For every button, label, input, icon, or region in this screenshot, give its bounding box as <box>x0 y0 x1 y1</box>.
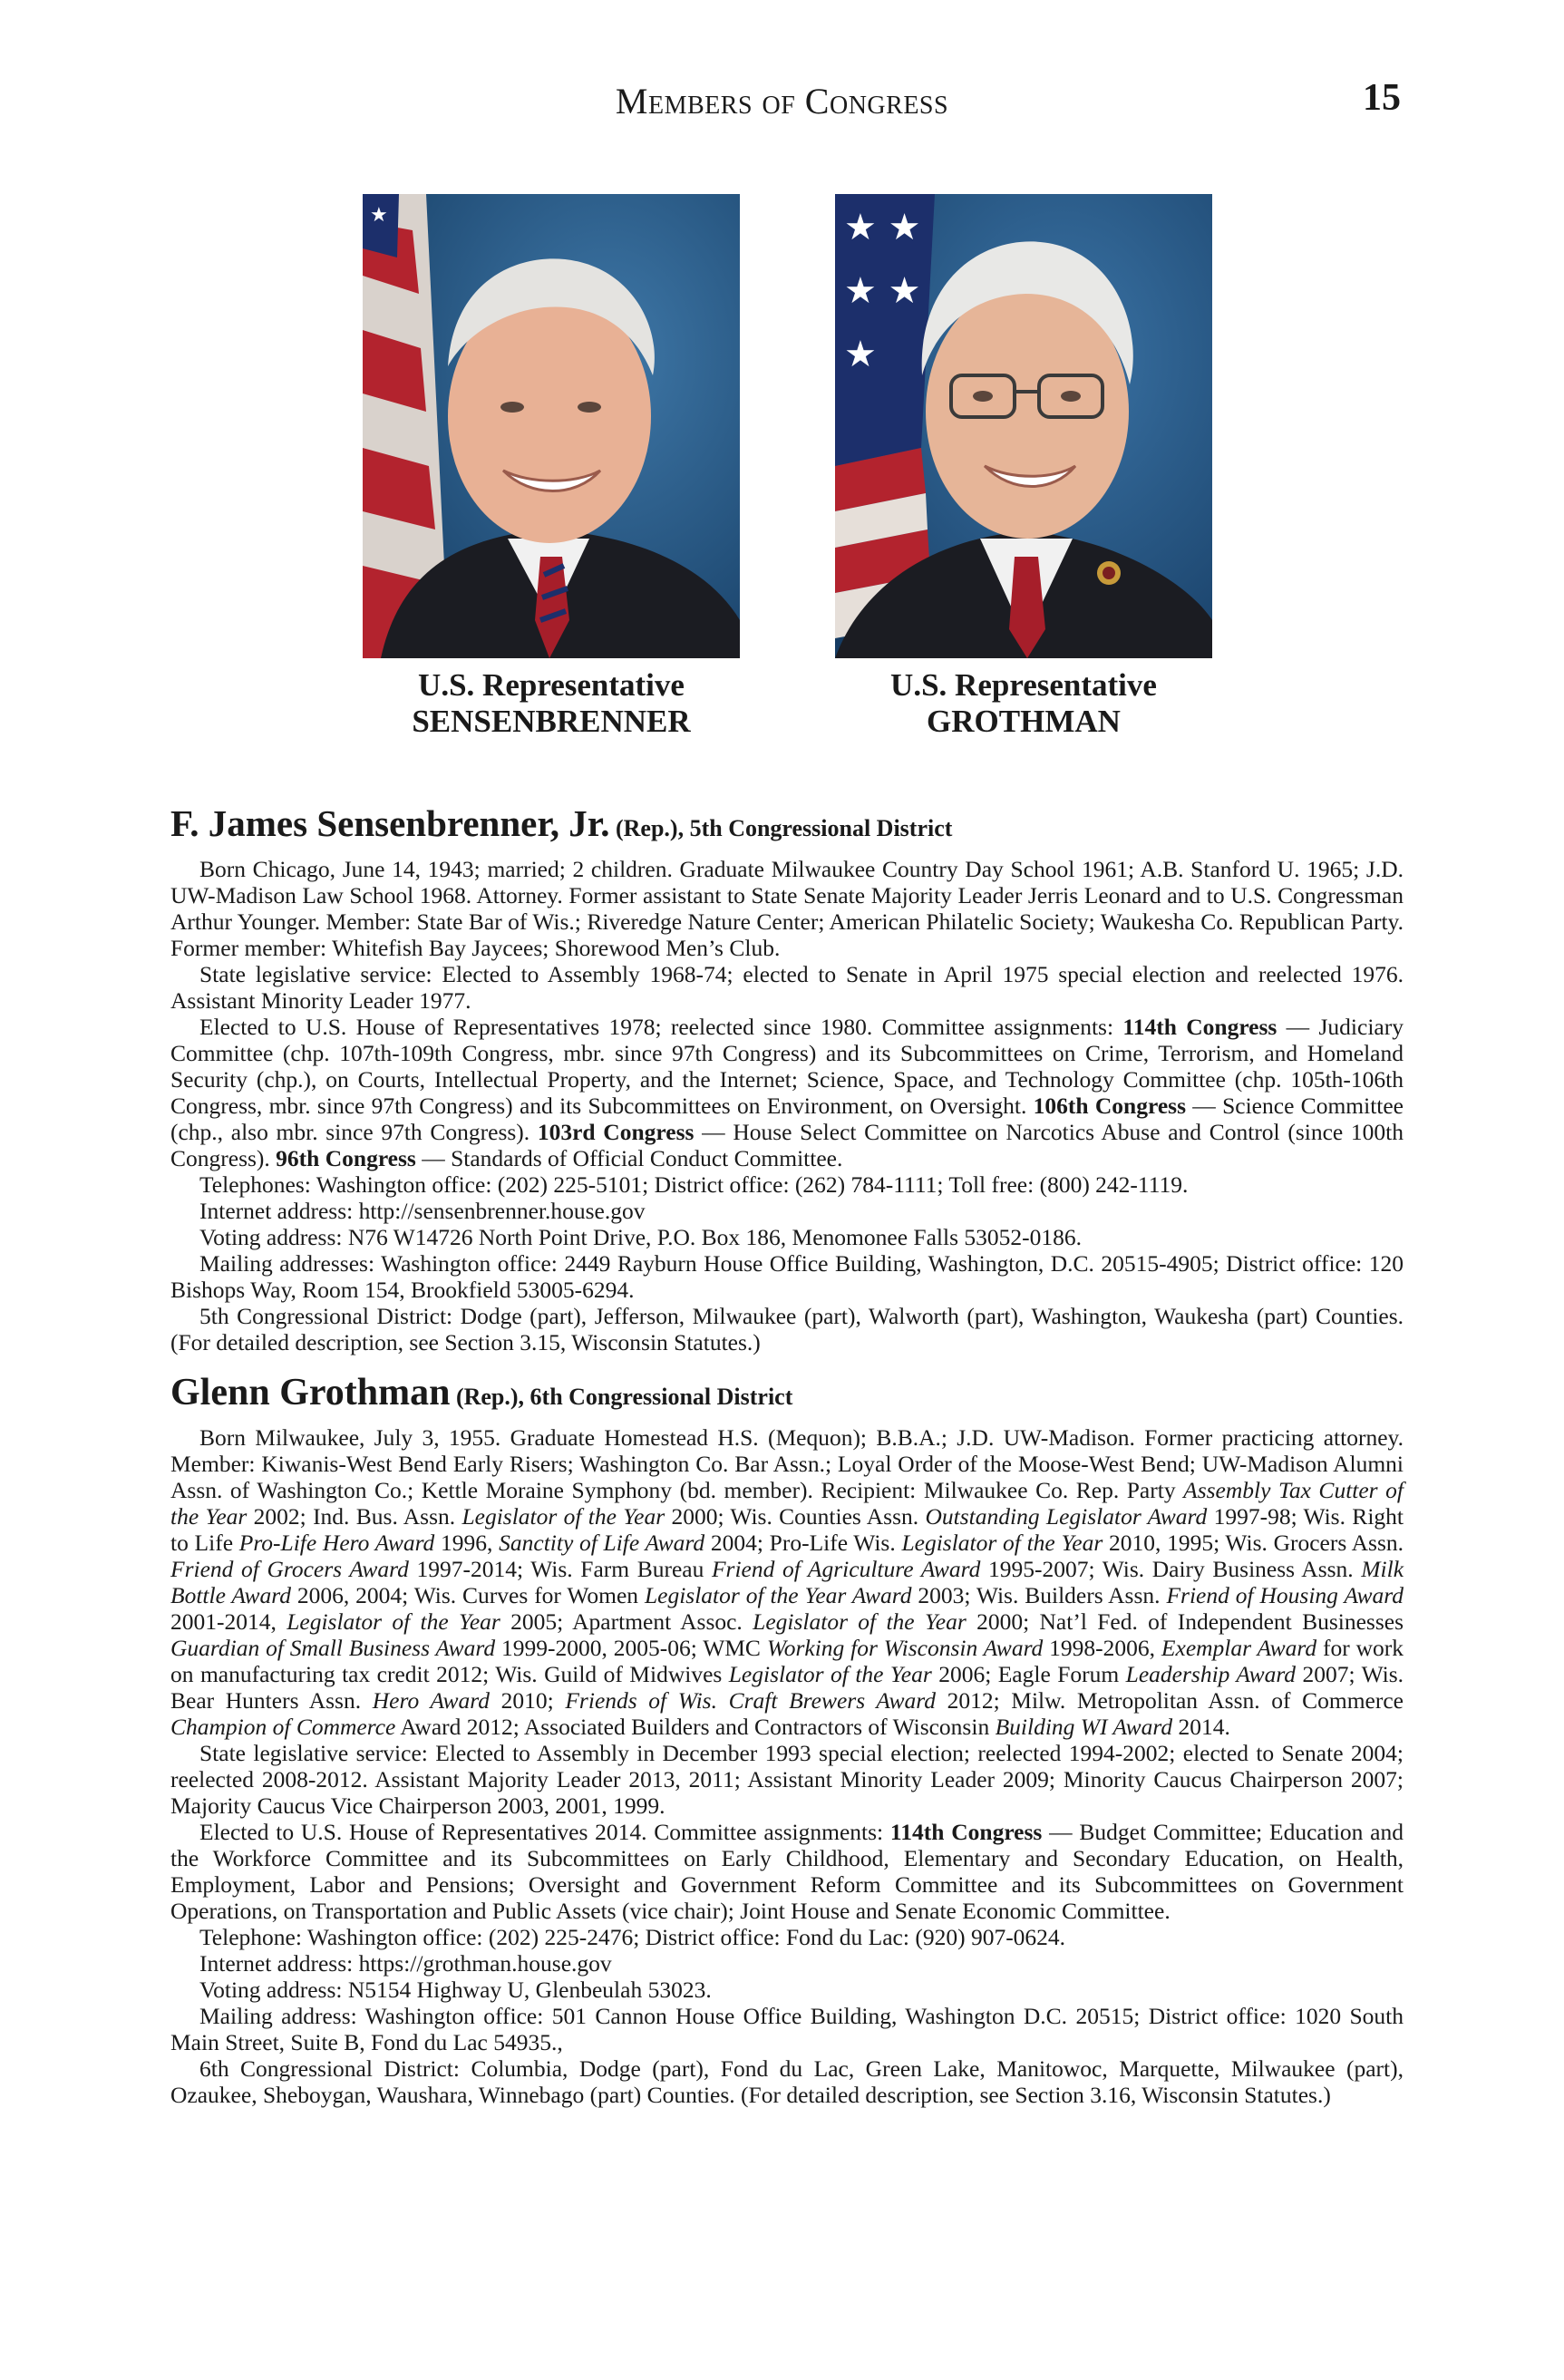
portrait-caption-sensenbrenner <box>316 667 787 740</box>
bio-text <box>170 856 1404 1355</box>
bio-paragraph: Internet address: https://grothman.house.gov <box>199 1950 612 1977</box>
party-label: (Rep.), <box>450 1384 525 1410</box>
biography-grothman <box>170 1369 1404 2108</box>
bio-paragraph: Telephones: Washington office: (202) 225-5101; District office: (262) 784-1111; Toll free: (800) 242-1119. <box>199 1171 1189 1198</box>
bio-paragraph: Born Chicago, June 14, 1943; married; 2 children. Graduate Milwaukee Country Day School 1961; A.B. Stanford U. 1965; J.D. UW-Madison Law School 1968. Attorney. Former assistant to State Senate Majority Leader Jerris Leonard and to U.S. Congressman Arthur Younger. Member: State Bar of Wis.; Riveredge Nature Center; American Philatelic Society; Waukesha Co. Republican Party. Former member: Whitefish Bay Jaycees; Shorewood Men’s Club. <box>170 856 1404 961</box>
member-name: Glenn Grothman <box>170 1372 451 1413</box>
caption-title: U.S. Representative <box>890 667 1157 703</box>
bio-paragraph: Mailing address: Washington office: 501 Cannon House Office Building, Washington D.C. 20515; District office: 1020 South Main Street, Suite B, Fond du Lac 54935., <box>170 2003 1404 2055</box>
portrait-photo-sensenbrenner <box>363 194 740 658</box>
portrait-image-sensenbrenner <box>363 194 740 658</box>
svg-text:★ ★: ★ ★ <box>844 207 921 248</box>
bio-paragraph: Voting address: N76 W14726 North Point Drive, P.O. Box 186, Menomonee Falls 53052-0186. <box>199 1224 1082 1250</box>
party-label: (Rep.), <box>609 815 685 841</box>
bio-paragraph: Born Milwaukee, July 3, 1955. Graduate Homestead H.S. (Mequon); B.B.A.; J.D. UW-Madison. Former practicing attorney. Member: Kiwanis-West Bend Early Risers; Washington Co. Bar Assn.; Loyal Order of the Moose-West Bend; UW-Madison Alumni Assn. of Washington Co.; Kettle Moraine Symphony (bd. member). Recipient: Milwaukee Co. Rep. Party Assembly Tax Cutter of the Year 2002; Ind. Bus. Assn. Legislator of the Year 2000; Wis. Counties Assn. Outstanding Legislator Award 1997-98; Wis. Right to Life Pro-Life Hero Award 1996, Sanctity of Life Award 2004; Pro-Life Wis. Legislator of the Year 2010, 1995; Wis. Grocers Assn. Friend of Grocers Award 1997-2014; Wis. Farm Bureau Friend of Agriculture Award 1995-2007; Wis. Dairy Business Assn. Milk Bottle Award 2006, 2004; Wis. Curves for Women Legislator of the Year Award 2003; Wis. Builders Assn. Friend of Housing Award 2001-2014, Legislator of the Year 2005; Apartment Assoc. Legislator of the Year 2000; Nat’l Fed. of Independent Businesses Guardian of Small Business Award 1999-2000, 2005-06; WMC Working for Wisconsin Award 1998-2006, Exemplar Award for work on manufacturing tax credit 2012; Wis. Guild of Midwives Legislator of the Year 2006; Eagle Forum Leadership Award 2007; Wis. Bear Hunters Assn. Hero Award 2010; Friends of Wis. Craft Brewers Award 2012; Milw. Metropolitan Assn. of Commerce Champion of Commerce Award 2012; Associated Builders and Contractors of Wisconsin Building WI Award 2014. <box>170 1424 1404 1740</box>
bio-paragraph: 5th Congressional District: Dodge (part), Jefferson, Milwaukee (part), Walworth (part), Washington, Waukesha (part) Counties. (For detailed description, see Section 3.15, Wisconsin Statutes.) <box>170 1303 1404 1355</box>
bio-paragraph: Telephone: Washington office: (202) 225-2476; District office: Fond du Lac: (920) 907-0624. <box>199 1924 1066 1950</box>
running-header: Members of Congress <box>615 81 949 121</box>
caption-name: SENSENBRENNER <box>412 704 691 739</box>
bio-paragraph: Elected to U.S. House of Representatives 1978; reelected since 1980. Committee assignments: 114th Congress — Judiciary Committee (chp. 107th-109th Congress, mbr. since 97th Congress) and its Subcommittees on Crime, Terrorism, and Homeland Security (chp.), on Courts, Intellectual Property, and the Internet; Science, Space, and Technology Committee (chp. 105th-106th Congress, mbr. since 97th Congress) and its Subcommittees on Environment, on Oversight. 106th Congress — Science Committee (chp., also mbr. since 97th Congress). 103rd Congress — House Select Committee on Narcotics Abuse and Control (since 100th Congress). 96th Congress — Standards of Official Conduct Committee. <box>170 1014 1404 1171</box>
bio-paragraph: Elected to U.S. House of Representatives 2014. Committee assignments: 114th Congress — Budget Committee; Education and the Workforce Committee and its Subcommittees on Early Childhood, Elementary and Secondary Education, on Health, Employment, Labor and Pensions; Oversight and Government Reform Committee and its Subcommittees on Government Operations, on Transportation and Public Assets (vice chair); Joint House and Senate Economic Committee. <box>170 1819 1404 1924</box>
page-number: 15 <box>1363 77 1401 119</box>
caption-title: U.S. Representative <box>418 667 685 703</box>
bio-paragraph: State legislative service: Elected to Assembly 1968-74; elected to Senate in April 1975 special election and reelected 1976. Assistant Minority Leader 1977. <box>170 961 1404 1014</box>
district-label: 5th Congressional District <box>684 815 953 841</box>
portrait-photo-grothman <box>835 194 1212 658</box>
bio-text <box>170 1424 1404 2108</box>
member-name: F. James Sensenbrenner, Jr. <box>170 802 610 844</box>
svg-text:★ ★: ★ ★ <box>844 270 921 312</box>
svg-text:★: ★ <box>370 204 388 227</box>
portrait-image-grothman <box>835 194 1212 658</box>
congressional-pin-icon <box>1097 561 1121 585</box>
caption-name: GROTHMAN <box>927 704 1121 739</box>
bio-paragraph: Voting address: N5154 Highway U, Glenbeulah 53023. <box>199 1977 712 2003</box>
entry-heading <box>170 1369 1404 1424</box>
bio-paragraph: Internet address: http://sensenbrenner.house.gov <box>199 1198 646 1224</box>
bio-paragraph: State legislative service: Elected to Assembly in December 1993 special election; reelected 1994-2002; elected to Senate 2004; reelected 2008-2012. Assistant Majority Leader 2013, 2011; Assistant Minority Leader 2009; Minority Caucus Chairperson 2007; Majority Caucus Vice Chairperson 2003, 2001, 1999. <box>170 1740 1404 1819</box>
bio-paragraph: Mailing addresses: Washington office: 2449 Rayburn House Office Building, Washington, D.C. 20515-4905; District office: 120 Bishops Way, Room 154, Brookfield 53005-6294. <box>170 1250 1404 1303</box>
district-label: 6th Congressional District <box>524 1384 793 1410</box>
entry-heading <box>170 800 1404 856</box>
bio-paragraph: 6th Congressional District: Columbia, Dodge (part), Fond du Lac, Green Lake, Manitowoc, Marquette, Milwaukee (part), Ozaukee, Sheboygan, Waushara, Winnebago (part) Counties. (For detailed description, see Section 3.16, Wisconsin Statutes.) <box>170 2055 1404 2108</box>
biography-sensenbrenner <box>170 800 1404 1355</box>
svg-text:★: ★ <box>844 334 877 375</box>
portrait-caption-grothman <box>788 667 1259 740</box>
